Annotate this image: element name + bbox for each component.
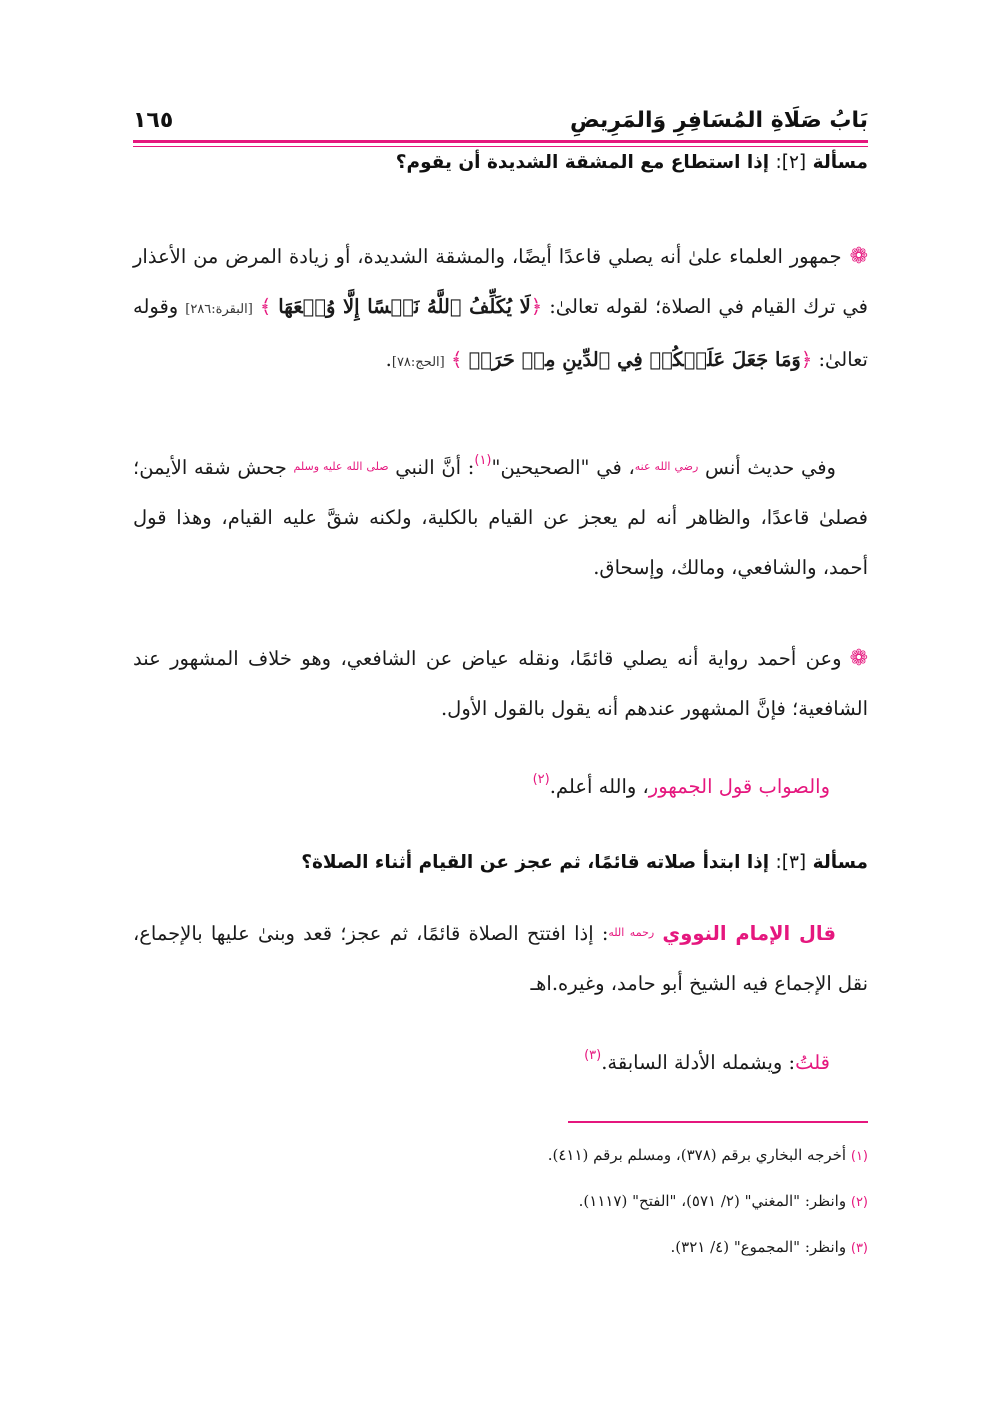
paragraph-text: وقوله تعالىٰ: [133,295,868,371]
paragraph-text: وفي حديث أنس [698,456,836,479]
author-note-accent: قلتُ [795,1051,830,1074]
footnote-3 [671,1238,868,1256]
footnote-number: (١) [850,1149,868,1164]
verse-reference: [البقرة:٢٨٦] [185,302,253,317]
issue-number: [٢]: [775,152,807,173]
quran-verse: وَمَا جَعَلَ عَلَيۡكُمۡ فِي ٱلدِّينِ مِنۡ حَرَجٖ [468,348,801,371]
sentence-end: . [385,348,392,371]
paragraph-text: ، في "الصحيحين" [491,456,635,479]
issue-heading-2 [396,152,868,173]
paragraph-conclusion [533,772,830,798]
footnote-text: أخرجه البخاري برقم (٣٧٨)، ومسلم برقم (٤١١). [547,1146,847,1164]
paragraph-majority-view [133,232,868,388]
verse-reference: [الحج:٧٨] [391,355,445,370]
issue-question: إذا استطاع مع المشقة الشديدة أن يقوم؟ [395,152,770,173]
quran-brace-close: ﴾ [450,348,463,371]
quran-brace-open: ﴿ [800,348,813,371]
paragraph-ahmad-narration [133,634,868,734]
flower-ornament-icon: ❁ [849,646,868,671]
paragraph-text: : ويشمله الأدلة السابقة. [601,1051,796,1074]
issue-heading-3 [301,852,868,873]
page-number: ١٦٥ [133,108,174,133]
issue-question: إذا ابتدأ صلاته قائمًا، ثم عجز عن القيام أثناء الصلاة؟ [301,852,770,873]
footnote-number: (٢) [850,1195,868,1210]
paragraph-text: : إذا افتتح الصلاة قائمًا، ثم عجز؛ قعد وبنىٰ عليها بالإجماع، نقل الإجماع فيه الشيخ أبو حامد، وغيره.اهـ [133,922,868,995]
flower-ornament-icon: ❁ [849,244,869,269]
paragraph-text: : أنَّ النبي [388,456,475,479]
footnote-ref-2[interactable]: (٢) [532,772,550,787]
paragraph-text: جحش شقه الأيمن؛ فصلىٰ قاعدًا، والظاهر أنه لم يعجز عن القيام بالكلية، ولكنه شقَّ عليه القيام، وهذا قول أحمد، والشافعي، ومالك، وإسحاق. [133,456,868,579]
scholar-name: قال الإمام النووي [662,922,836,945]
conclusion-accent: والصواب قول الجمهور [648,775,830,798]
paragraph-text: وعن أحمد رواية أنه يصلي قائمًا، ونقله عياض عن الشافعي، وهو خلاف المشهور عند الشافعية؛ فإنَّ المشهور عندهم أنه يقول بالقول الأول. [133,647,868,720]
issue-label: مسألة [812,152,868,173]
header-rule-thin [133,146,868,147]
issue-label: مسألة [812,852,868,873]
header-rule [133,140,868,143]
paragraph-text: ، والله أعلم. [549,775,649,798]
footnote-separator [568,1121,868,1123]
paragraph-text: جمهور العلماء علىٰ أنه يصلي قاعدًا أيضًا، والمشقة الشديدة، أو زيادة المرض من الأعذار في ترك القيام في الصلاة؛ لقوله تعالىٰ: [133,245,868,318]
running-header [133,96,868,148]
honorific-prophet: صلى الله عليه وسلم [293,460,389,473]
footnote-ref-1[interactable]: (١) [474,453,492,468]
footnote-1 [548,1146,868,1164]
footnote-number: (٣) [850,1241,868,1256]
honorific-nawawi: رحمه الله [608,926,655,939]
footnote-text: وانظر: "المجموع" (٤/ ٣٢١). [670,1238,847,1256]
quran-brace-close: ﴾ [259,295,272,318]
quran-verse: لَا يُكَلِّفُ ٱللَّهُ نَفۡسًا إِلَّا وُسۡعَهَا [278,295,531,318]
page [133,96,868,1296]
honorific-anas: رضي الله عنه [634,460,699,473]
issue-number: [٣]: [775,852,807,873]
footnote-text: وانظر: "المغني" (٢/ ٥٧١)، "الفتح" (١١١٧). [578,1192,847,1210]
footnote-ref-3[interactable]: (٣) [584,1048,602,1063]
paragraph-author-note [584,1048,830,1074]
paragraph-anas-hadith [133,436,868,593]
chapter-title: بَابُ صَلَاةِ المُسَافِرِ وَالمَرِيضِ [569,108,868,133]
paragraph-nawawi [133,908,868,1009]
quran-brace-open: ﴿ [530,295,543,318]
footnote-2 [579,1192,868,1210]
